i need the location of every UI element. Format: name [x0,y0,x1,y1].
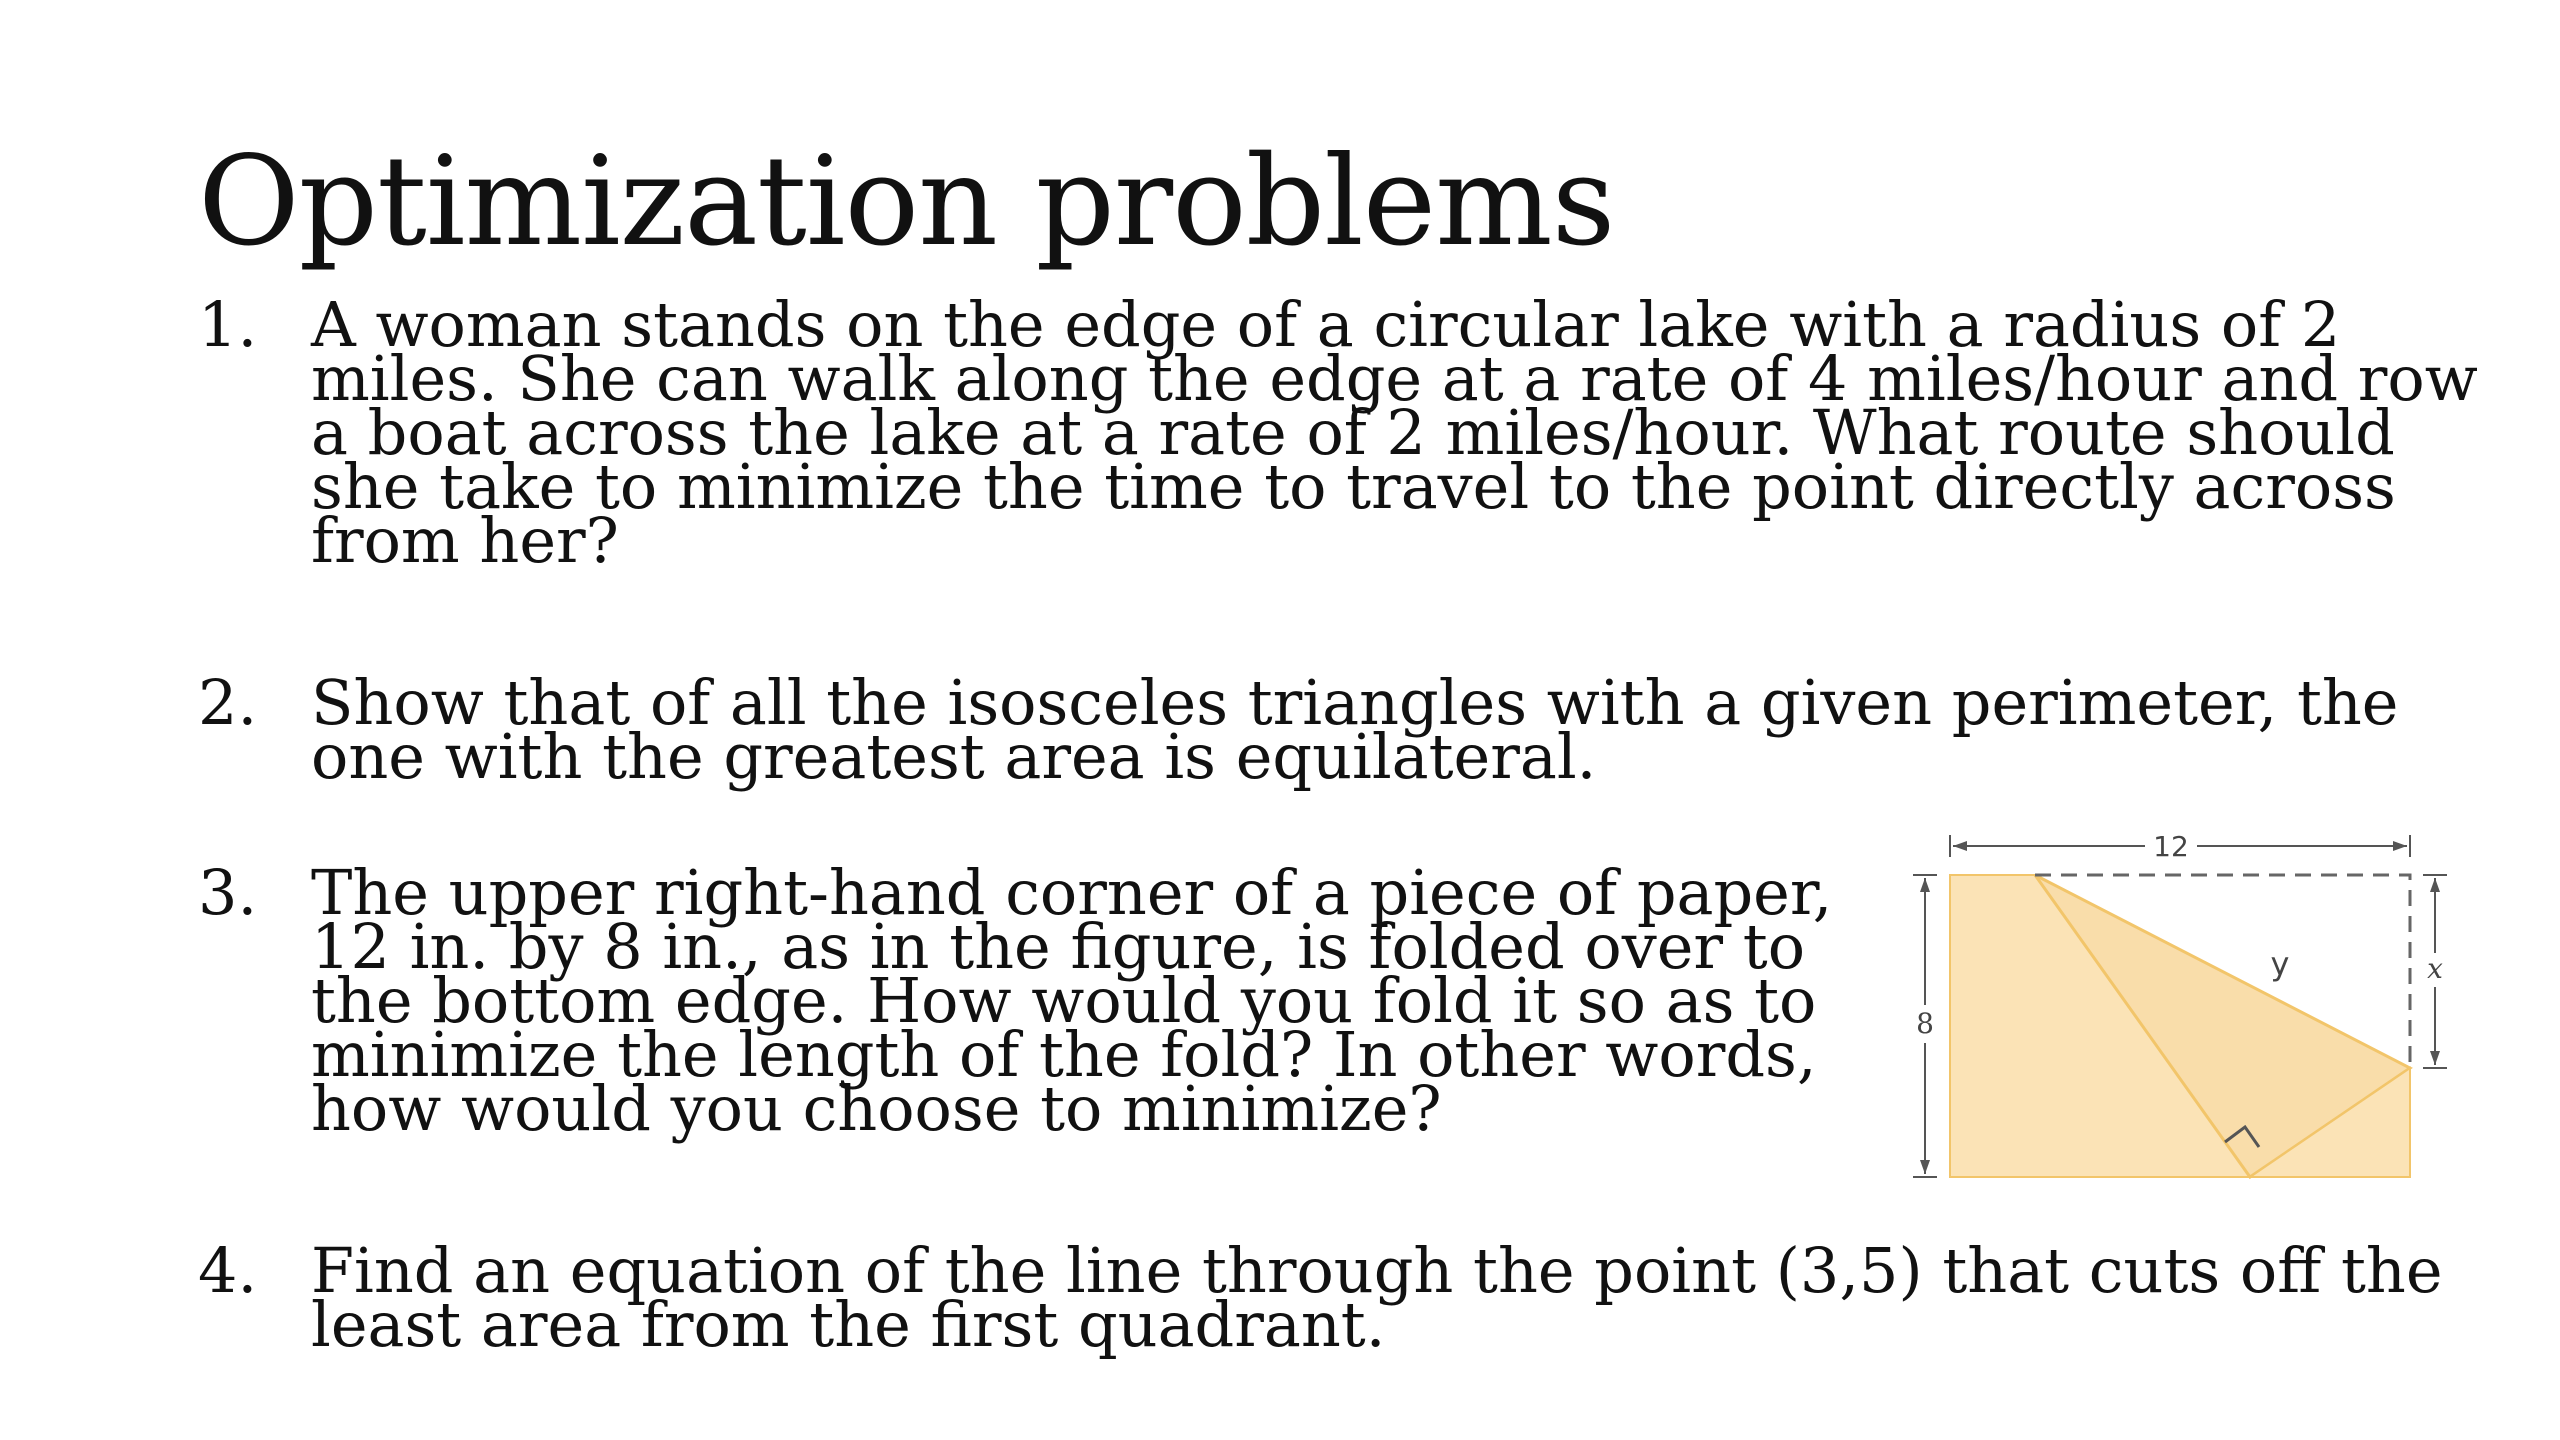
height-label: 8 [1916,1007,1934,1040]
problem-text: A woman stands on the edge of a circular lake with a radius of 2 miles. She can walk along the edge at a rate of 4 miles/hour and row a boat across the lake at a rate of 2 miles/hour. What route should she take to minimize the time to travel to the point directly across from her? [311,288,2478,577]
problem-number: 2. [198,666,258,739]
x-label: x [2427,952,2443,985]
width-label: 12 [2153,830,2189,863]
problem-number: 1. [198,288,258,361]
problem-number: 4. [198,1234,258,1307]
problem-number: 3. [198,856,258,929]
slide-title: Optimization problems [198,130,1615,274]
problem-text: The upper right-hand corner of a piece of paper, 12 in. by 8 in., as in the figure, is folded over to the bottom edge. How would you fold it so as to minimize the length of the fold? In other words, how would you choose to minimize? [311,856,1833,1145]
problem-text: Find an equation of the line through the point (3,5) that cuts off the least area from the first quadrant. [311,1234,2443,1361]
paper-fold-figure [1895,815,2455,1185]
paper-fold-diagram [1895,815,2455,1185]
problem-text: Show that of all the isosceles triangles with a given perimeter, the one with the greatest area is equilateral. [311,666,2399,793]
y-label: y [2270,945,2290,983]
